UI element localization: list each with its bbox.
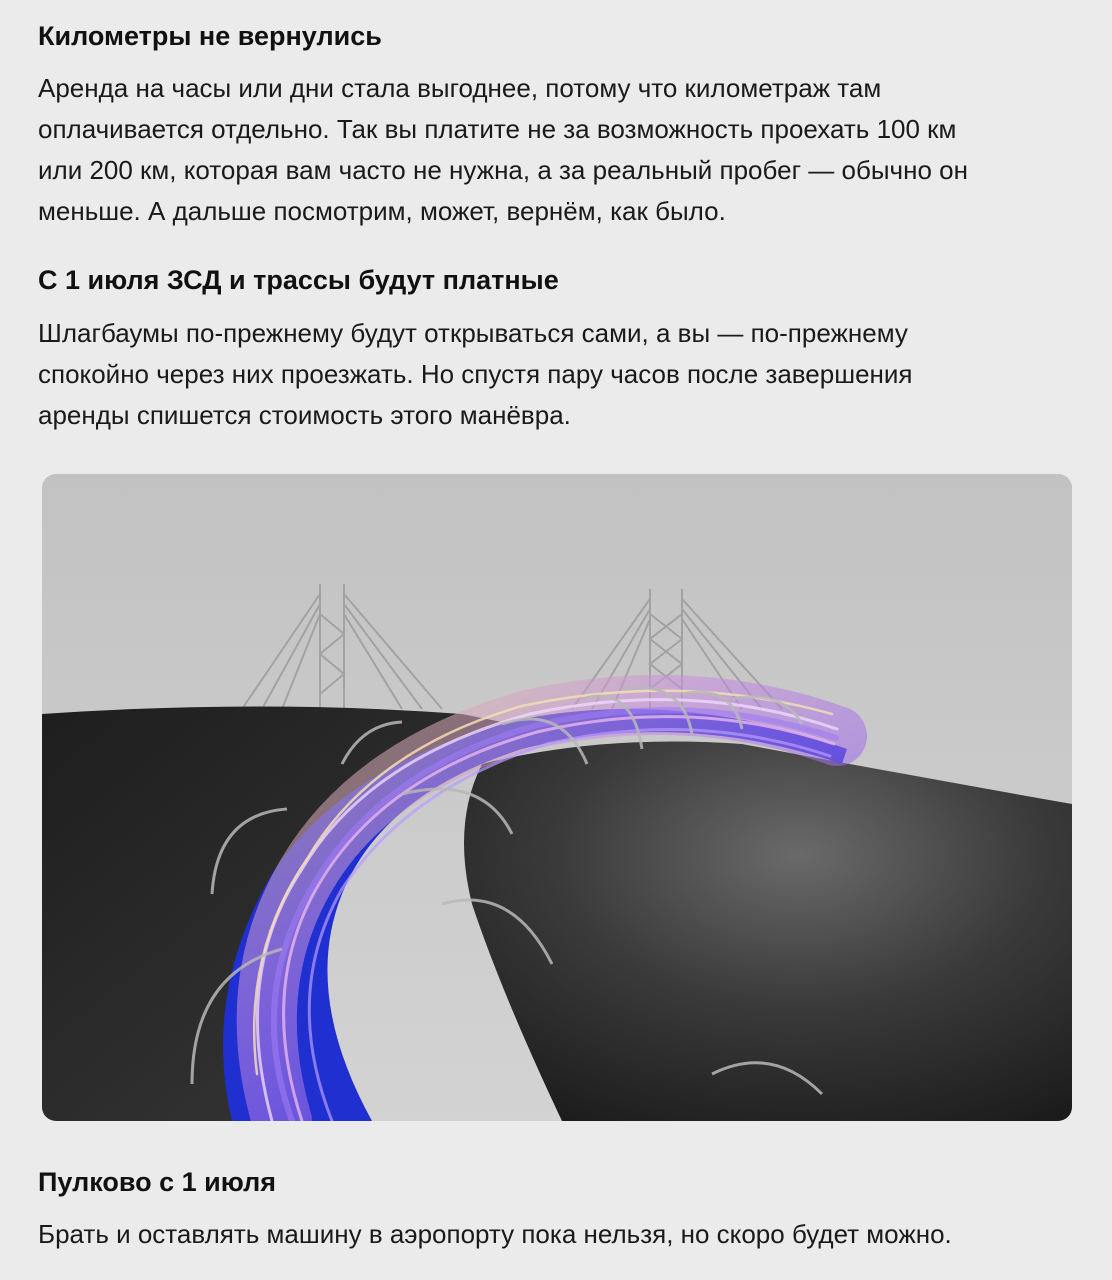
section-body-toll-roads	[38, 313, 1078, 436]
text-line: оплачивается отдельно. Так вы платите не за возможность проехать 100 км	[38, 114, 957, 144]
text-line: Шлагбаумы по-прежнему будут открываться сами, а вы — по-прежнему	[38, 318, 908, 348]
section-title-toll-roads: С 1 июля ЗСД и трассы будут платные	[38, 265, 559, 295]
text-line: меньше. А дальше посмотрим, может, вернём, как было.	[38, 196, 726, 226]
section-title-mileage: Километры не вернулись	[38, 21, 382, 51]
text-line: Аренда на часы или дни стала выгоднее, потому что километраж там	[38, 73, 882, 103]
illustration-svg	[42, 474, 1072, 1121]
section-body-pulkovo	[38, 1214, 1078, 1255]
section-title-pulkovo: Пулково с 1 июля	[38, 1167, 277, 1197]
text-line: аренды спишется стоимость этого манёвра.	[38, 400, 571, 430]
hero-image-bridge-road	[42, 474, 1072, 1121]
text-line: или 200 км, которая вам часто не нужна, а за реальный пробег — обычно он	[38, 155, 968, 185]
text-line: спокойно через них проезжать. Но спустя пару часов после завершения	[38, 359, 913, 389]
text-line: Брать и оставлять машину в аэропорту пока нельзя, но скоро будет можно.	[38, 1219, 952, 1249]
section-body-mileage	[38, 68, 1078, 232]
